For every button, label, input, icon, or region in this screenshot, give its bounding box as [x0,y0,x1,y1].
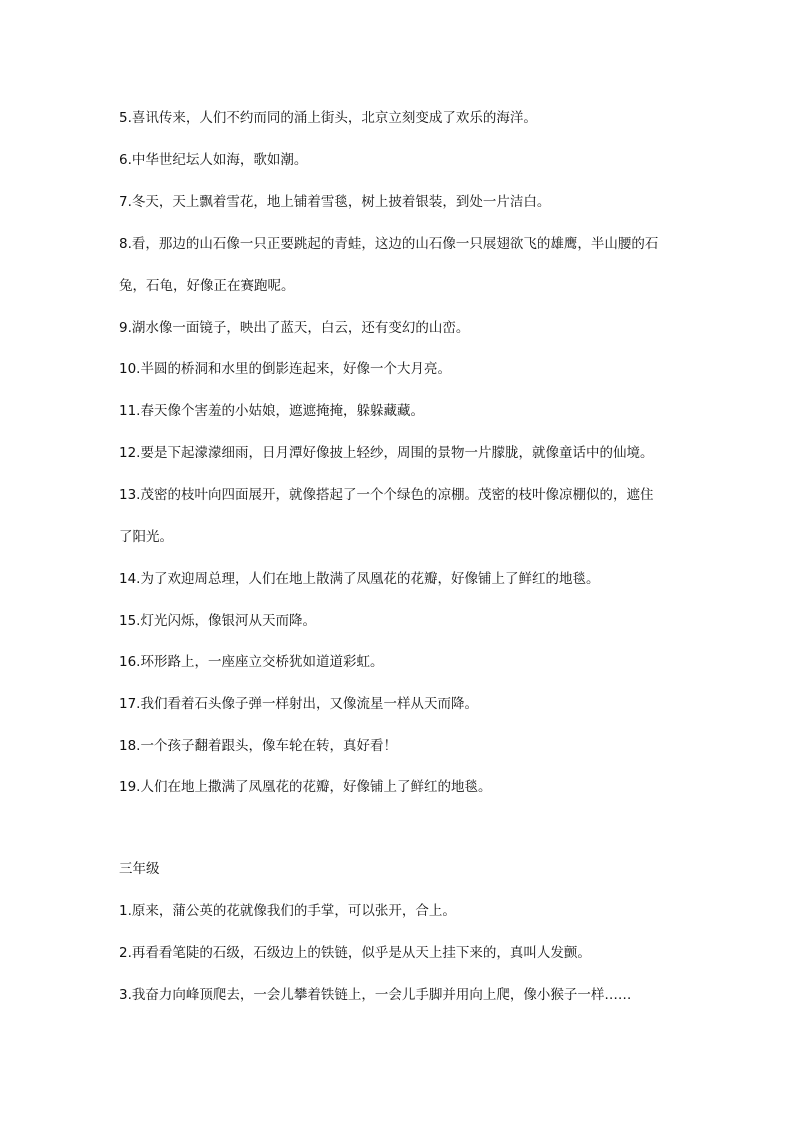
text-line: 2.再看看笔陡的石级，石级边上的铁链，似乎是从天上挂下来的，真叫人发颤。 [119,945,591,961]
text-line: 17.我们看着石头像子弹一样射出，又像流星一样从天而降。 [119,696,478,712]
text-line: 1.原来，蒲公英的花就像我们的手掌，可以张开，合上。 [119,903,456,919]
text-line: 9.湖水像一面镜子，映出了蓝天，白云，还有变幻的山峦。 [119,320,470,336]
text-line: 7.冬天，天上飘着雪花，地上铺着雪毯，树上披着银装，到处一片洁白。 [119,194,551,210]
text-line: 8.看，那边的山石像一只正要跳起的青蛙，这边的山石像一只展翅欲飞的雄鹰，半山腰的石 [119,236,659,252]
text-line: 10.半圆的桥洞和水里的倒影连起来，好像一个大月亮。 [119,361,451,377]
text-line: 兔，石龟，好像正在赛跑呢。 [119,278,295,294]
text-line: 6.中华世纪坛人如海，歌如潮。 [119,152,308,168]
text-line: 5.喜讯传来，人们不约而同的涌上街头，北京立刻变成了欢乐的海洋。 [119,110,537,126]
text-line: 13.茂密的枝叶向四面展开，就像搭起了一个个绿色的凉棚。茂密的枝叶像凉棚似的，遮住 [119,487,654,503]
text-line: 18.一个孩子翻着跟头，像车轮在转，真好看！ [119,738,397,754]
text-line: 12.要是下起濛濛细雨，日月潭好像披上轻纱，周围的景物一片朦胧，就像童话中的仙境。 [119,445,654,461]
text-line: 11.春天像个害羞的小姑娘，遮遮掩掩，躲躲藏藏。 [119,403,424,419]
text-line: 15.灯光闪烁，像银河从天而降。 [119,613,316,629]
text-line: 了阳光。 [119,529,173,545]
text-line: 19.人们在地上撒满了凤凰花的花瓣，好像铺上了鲜红的地毯。 [119,779,492,795]
text-line: 3.我奋力向峰顶爬去，一会儿攀着铁链上，一会儿手脚并用向上爬，像小猴子一样…… [119,987,632,1003]
section-heading: 三年级 [119,861,160,877]
text-line: 14.为了欢迎周总理，人们在地上散满了凤凰花的花瓣，好像铺上了鲜红的地毯。 [119,571,600,587]
text-line: 16.环形路上，一座座立交桥犹如道道彩虹。 [119,654,384,670]
